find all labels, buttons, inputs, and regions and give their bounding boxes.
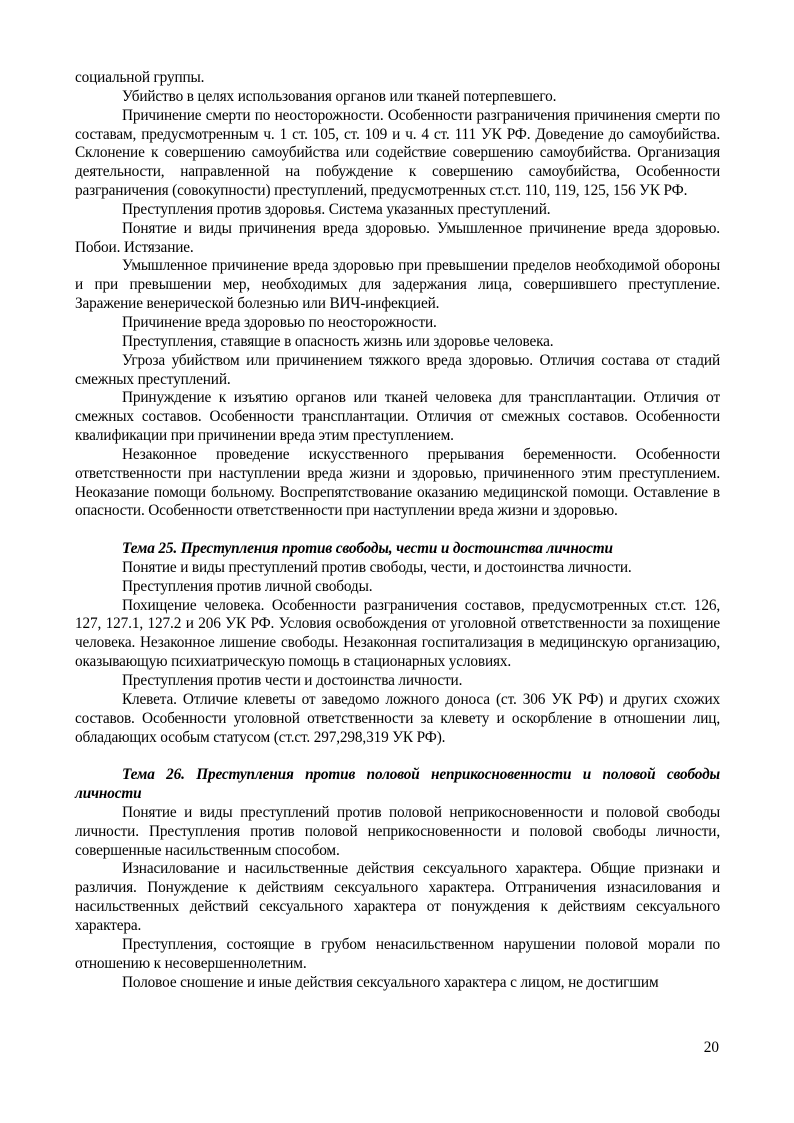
- paragraph: Преступления, состоящие в грубом ненасильственном нарушении половой морали по отношению к несовершеннолетним.: [75, 935, 720, 972]
- paragraph: Причинение смерти по неосторожности. Особенности разграничения причинения смерти по составам, предусмотренным ч. 1 ст. 105, ст. 109 и ч. 4 ст. 111 УК РФ. Доведение до самоубийства. Склонение к совершению самоубийства или содействие совершению самоубийства. Организация деятельности, направленной на побуждение к совершению самоубийства, Особенности разграничения (совокупности) преступлений, предусмотренных ст.ст. 110, 119, 125, 156 УК РФ.: [75, 106, 720, 200]
- section-spacer: [75, 747, 720, 766]
- paragraph: социальной группы.: [75, 69, 205, 86]
- section-spacer: [75, 521, 720, 540]
- paragraph: Умышленное причинение вреда здоровью при превышении пределов необходимой обороны и при превышении мер, необходимых для задержания лица, совершившего преступление. Заражение венерической болезнью или ВИЧ-инфекцией.: [75, 257, 720, 313]
- paragraph: Убийство в целях использования органов или тканей потерпевшего.: [122, 87, 557, 105]
- paragraph: Изнасилование и насильственные действия сексуального характера. Общие признаки и различия. Понуждение к действиям сексуального характера. Отграничения изнасилования и насильственных действий сексуального характера от понуждения к действиям сексуального характера.: [75, 860, 720, 934]
- paragraph: Понятие и виды преступлений против половой неприкосновенности и половой свободы личности. Преступления против половой неприкосновенности и половой свободы личности, совершенные насильственным способом.: [75, 803, 720, 859]
- paragraph: Похищение человека. Особенности разграничения составов, предусмотренных ст.ст. 126, 127, 127.1, 127.2 и 206 УК РФ. Условия освобождения от уголовной ответственности за похищение человека. Незаконное лишение свободы. Незаконная госпитализация в медицинскую организацию, оказывающую психиатрическую помощь в стационарных условиях.: [75, 596, 720, 671]
- page-number: 20: [703, 1039, 719, 1056]
- paragraph: Половое сношение и иные действия сексуального характера с лицом, не достигшим: [122, 973, 659, 991]
- topic-26-heading: Тема 26. Преступления против половой неприкосновенности и половой свободы личности: [75, 766, 720, 803]
- topic-25-heading: Тема 25. Преступления против свободы, чести и достоинства личности: [122, 540, 613, 558]
- paragraph: Незаконное проведение искусственного прерывания беременности. Особенности ответственности при наступлении вреда жизни и здоровью, причиненного этим преступлением. Неоказание помощи больному. Воспрепятствование оказанию медицинской помощи. Оставление в опасности. Особенности ответственности при наступлении вреда жизни и здоровью.: [75, 445, 720, 520]
- paragraph: Понятие и виды преступлений против свободы, чести, и достоинства личности.: [122, 558, 632, 576]
- paragraph: Преступления против личной свободы.: [122, 577, 373, 595]
- paragraph: Угроза убийством или причинением тяжкого вреда здоровью. Отличия состава от стадий смежных преступлений.: [75, 351, 720, 388]
- document-page: [75, 69, 720, 992]
- paragraph: Причинение вреда здоровью по неосторожности.: [122, 313, 437, 331]
- paragraph: Преступления против чести и достоинства личности.: [122, 672, 463, 689]
- paragraph: Принуждение к изъятию органов или тканей человека для трансплантации. Отличия от смежных составов. Особенности трансплантации. Отличия от смежных составов. Особенности квалификации при причинении вреда этим преступлением.: [75, 389, 720, 445]
- paragraph: Клевета. Отличие клеветы от заведомо ложного доноса (ст. 306 УК РФ) и других схожих составов. Особенности уголовной ответственности за клевету и оскорбление в отношении лиц, обладающих особым статусом (ст.ст. 297,298,319 УК РФ).: [75, 690, 720, 746]
- paragraph: Преступления, ставящие в опасность жизнь или здоровье человека.: [122, 332, 554, 350]
- paragraph: Понятие и виды причинения вреда здоровью. Умышленное причинение вреда здоровью. Побои. Истязание.: [75, 219, 720, 256]
- paragraph: Преступления против здоровья. Система указанных преступлений.: [122, 200, 551, 218]
